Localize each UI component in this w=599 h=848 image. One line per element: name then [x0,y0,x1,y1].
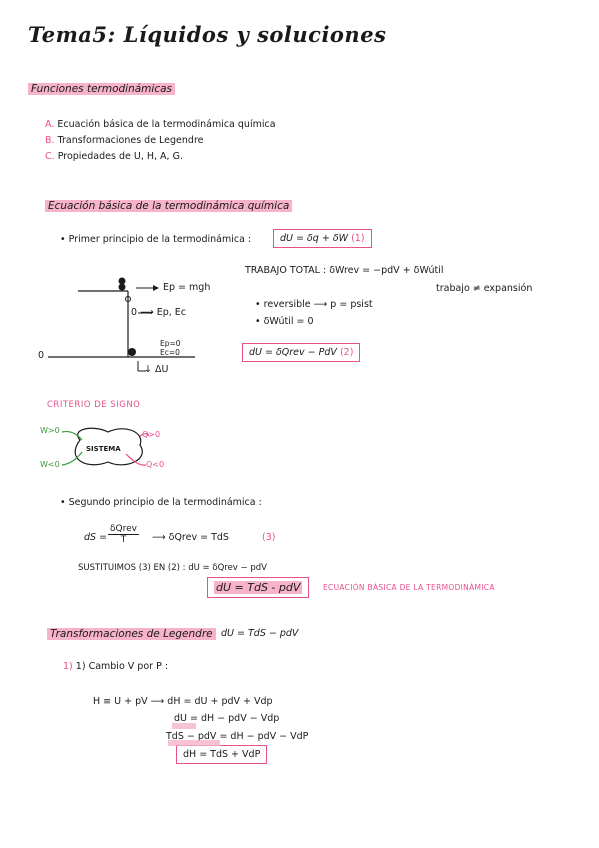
section-heading-legendre: Transformaciones de Legendre [47,628,216,640]
q-neg-label: Q<0 [146,460,165,469]
eq3-tag: (3) [262,532,276,543]
substitution-line: SUSTITUIMOS (3) EN (2) : dU = δQrev − pdV [78,563,267,573]
legendre-step: 1) 1) Cambio V por P : [63,661,169,672]
first-law-equation: dU = δq + δW (1) [273,229,372,248]
delta-u-label: ↓ ΔU [144,364,169,375]
ds-fraction: δQrev T [110,524,137,545]
reversible-note: • reversible ⟶ p = psist [255,299,373,310]
ep-top-label: Ep = mgh [163,282,211,293]
legendre-eq: dU = TdS − pdV [221,628,299,639]
w-pos-label: W>0 [40,426,60,435]
zero-axis-label: 0 [38,350,45,361]
work-total-eq: TRABAJO TOTAL : δWrev = −pdV + δWútil [245,265,444,276]
list-item: C. Propiedades de U, H, A, G. [45,151,183,162]
page-title: Tema5: Líquidos y soluciones [28,22,387,47]
section-heading-funciones: Funciones termodinámicas [28,83,175,95]
w-neg-label: W<0 [40,460,60,469]
legendre-result-box: dH = TdS + VdP [176,745,267,764]
work-note: trabajo ≠ expansión [436,283,533,294]
mid-energy-label: 0 ⟶ Ep, Ec [131,307,187,318]
first-principle-label: • Primer principio de la termodinámica : [60,234,252,245]
q-pos-label: Q>0 [142,430,161,439]
sign-heading: CRITERIO DE SIGNO [47,400,141,410]
list-item: A. Ecuación básica de la termodinámica química [45,119,276,130]
legendre-line-2: dU = dH − pdV − Vdp [174,713,280,724]
boxed-basic-equation: dU = TdS - pdV [207,577,309,598]
dq-eq: ⟶ δQrev = TdS [152,532,229,543]
wutil-note: • δWútil = 0 [255,316,314,327]
legendre-line-1: H ≡ U + pV ⟶ dH = dU + pdV + Vdp [93,696,273,707]
eq2-box: dU = δQrev − PdV (2) [242,343,360,362]
legendre-line-3: TdS − pdV = dH − pdV − VdP [166,731,309,742]
zero-energy-labels: Ep=0 Ec=0 [160,339,181,357]
section-heading-ecuacion: Ecuación básica de la termodinámica química [45,200,292,212]
second-principle-label: • Segundo principio de la termodinámica : [60,497,262,508]
system-label: SISTEMA [86,445,121,453]
basic-equation-note: ECUACIÓN BÁSICA DE LA TERMODINÁMICA [323,583,495,592]
list-item: B. Transformaciones de Legendre [45,135,204,146]
ds-label: dS = [84,532,108,543]
